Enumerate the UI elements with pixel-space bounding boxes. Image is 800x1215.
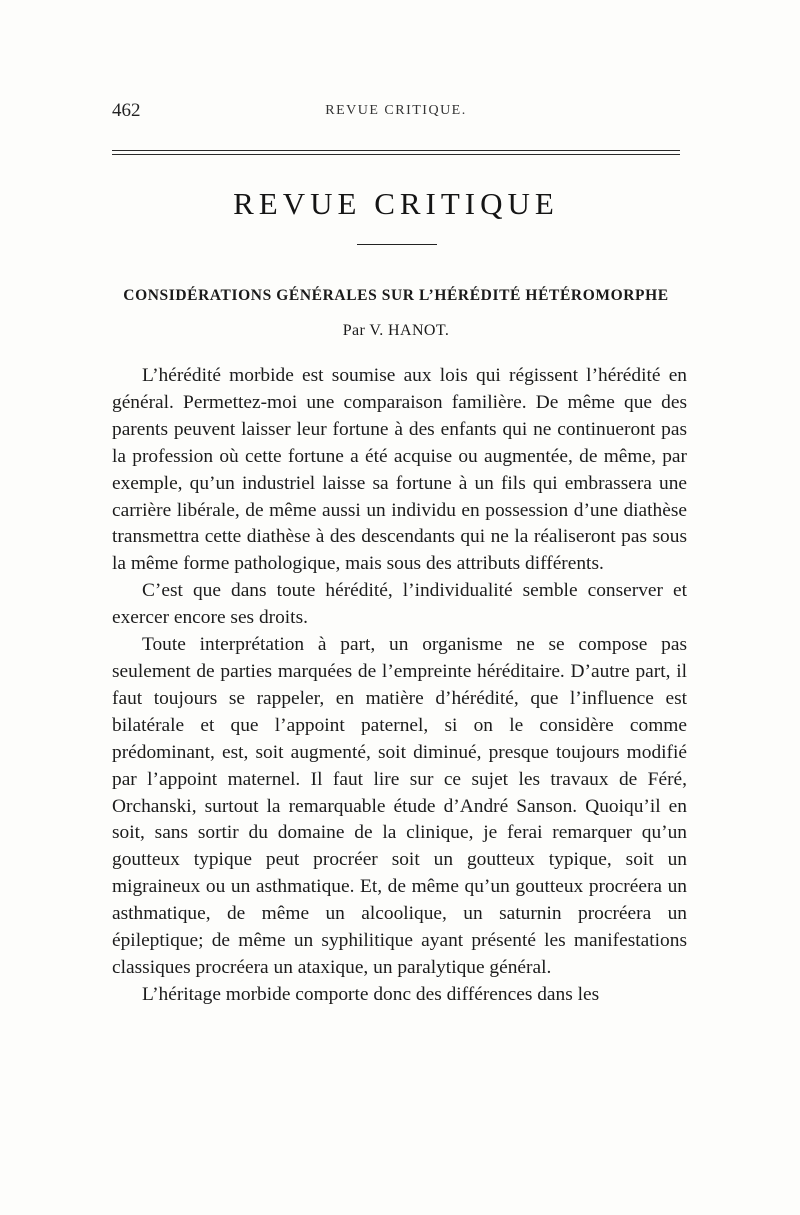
page-number: 462 (112, 100, 141, 121)
paragraph: L’hérédité morbide est soumise aux lois qui régissent l’hérédité en général. Permettez-moi une comparaison familière. De même que des parents peuvent laisser leur fortune à des enfants qui ne continueront pas la profession où cette fortune a été acquise ou augmentée, de même, par exemple, qu’un industriel laisse sa fortune à un fils qui embrassera une carrière libérale, de même aussi un individu en possession d’une diathèse transmettra cette diathèse à des descendants qui ne la réaliseront pas sous la même forme pathologique, mais sous des attributs différents. (112, 365, 687, 575)
article-title: CONSIDÉRATIONS GÉNÉRALES SUR L’HÉRÉDITÉ HÉTÉROMORPHE (123, 287, 669, 304)
article-body (112, 363, 687, 1009)
header-double-rule (112, 150, 680, 155)
running-head (112, 100, 680, 126)
section-title: REVUE CRITIQUE (233, 186, 559, 221)
paragraph: C’est que dans toute hérédité, l’individualité semble conserver et exercer encore ses droits. (112, 580, 687, 629)
paragraph: L’héritage morbide comporte donc des différences dans les (142, 983, 600, 1005)
title-divider (357, 244, 437, 245)
paragraph: Toute interprétation à part, un organisme ne se compose pas seulement de parties marquées de l’empreinte héréditaire. D’autre part, il faut toujours se rappeler, en matière d’hérédité, que l’influence est bilatérale et que l’appoint paternel, si on le considère comme prédominant, est, soit augmenté, soit diminué, presque toujours modifié par l’appoint maternel. Il faut lire sur ce sujet les travaux de Féré, Orchanski, surtout la remarquable étude d’André Sanson. Quoiqu’il en soit, sans sortir du domaine de la clinique, je ferai remarquer qu’un goutteux typique peut procréer soit un goutteux typique, soit un migraineux ou un asthmatique. Et, de même qu’un goutteux procréera un asthmatique, de même un alcoolique, un saturnin procréera un épileptique; de même un syphilitique ayant présenté les manifestations classiques procréera un ataxique, un paralytique général. (112, 634, 687, 978)
running-title: REVUE CRITIQUE. (325, 103, 467, 118)
article-byline: Par V. HANOT. (342, 322, 450, 339)
